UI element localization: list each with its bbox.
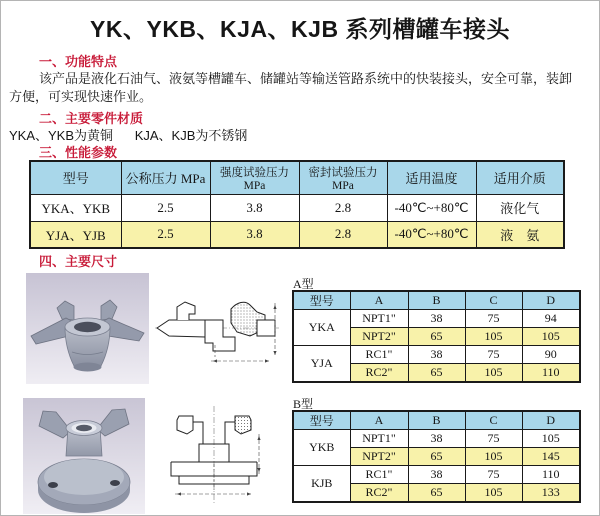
cell-thread: NPT2" [350,328,408,346]
cell-B: 38 [408,310,465,328]
dim-b-model-ykb: YKB [293,430,350,466]
cell-strength: 3.8 [210,194,299,221]
dim-a-header-D: D [522,291,580,310]
cell-model: YJA、YJB [30,221,121,248]
dim-b-row [293,466,580,484]
cell-D: 90 [522,346,580,364]
dim-a-row [293,346,580,364]
cell-nominal: 2.5 [121,194,210,221]
section-materials-heading: 二、主要零件材质 [39,111,144,126]
perf-header-temp: 适用温度 [387,161,476,194]
cell-D: 133 [522,484,580,503]
features-text-line2: 方便，可实现快速作业。 [9,89,153,104]
dimension-table-b [292,410,581,503]
section-dimensions-heading: 四、主要尺寸 [39,254,118,269]
cell-D: 105 [522,430,580,448]
cell-B: 38 [408,346,465,364]
performance-row-ykab [30,194,564,221]
dim-b-header-row [293,411,580,430]
cell-thread: NPT1" [350,310,408,328]
cell-C: 75 [465,430,522,448]
performance-table [29,160,565,249]
dim-b-header-model: 型号 [293,411,350,430]
cell-nominal: 2.5 [121,221,210,248]
cell-B: 65 [408,328,465,346]
cell-D: 105 [522,328,580,346]
performance-row-yjab [30,221,564,248]
cell-model: YKA、YKB [30,194,121,221]
cell-thread: RC2" [350,364,408,383]
dim-a-model-yja: YJA [293,346,350,383]
cell-B: 38 [408,430,465,448]
cell-D: 94 [522,310,580,328]
perf-header-nominal: 公称压力 MPa [121,161,210,194]
perf-header-medium: 适用介质 [476,161,564,194]
dim-a-header-model: 型号 [293,291,350,310]
features-text-line1: 该产品是液化石油气、液氨等槽罐车、储罐站等输送管路系统中的快装接头，安全可靠，装卸 [39,71,573,86]
cell-temp: -40℃~+80℃ [387,221,476,248]
dim-table-a-label: A型 [293,277,314,291]
dim-a-header-row [293,291,580,310]
page-title: YK、YKB、KJA、KJB 系列槽罐车接头 [90,16,510,42]
cell-D: 145 [522,448,580,466]
dimension-drawing-type-a [153,289,281,371]
dim-a-model-yka: YKA [293,310,350,346]
cell-thread: RC1" [350,466,408,484]
cell-D: 110 [522,364,580,383]
performance-header-row [30,161,564,194]
dim-a-header-C: C [465,291,522,310]
product-photo-type-b [23,398,145,514]
dim-b-model-kjb: KJB [293,466,350,503]
perf-header-model: 型号 [30,161,121,194]
cell-strength: 3.8 [210,221,299,248]
cell-seal: 2.8 [299,221,387,248]
dimension-table-a [292,290,581,383]
cell-C: 105 [465,328,522,346]
cell-D: 110 [522,466,580,484]
cell-thread: RC2" [350,484,408,503]
cell-thread: NPT2" [350,448,408,466]
cell-thread: RC1" [350,346,408,364]
dim-b-header-A: A [350,411,408,430]
perf-header-seal: 密封试验压力MPa [299,161,387,194]
dim-b-row [293,430,580,448]
section-features-heading: 一、功能特点 [39,54,118,69]
dim-a-header-A: A [350,291,408,310]
cell-B: 65 [408,448,465,466]
cell-C: 105 [465,484,522,503]
cell-C: 75 [465,346,522,364]
dim-table-b-label: B型 [293,397,314,411]
materials-text: YKA、YKB为黄铜 KJA、KJB为不锈钢 [9,128,248,143]
cell-B: 65 [408,484,465,503]
dimension-drawing-type-b [159,404,269,507]
cell-seal: 2.8 [299,194,387,221]
dim-a-row [293,310,580,328]
product-photo-type-a [26,273,149,384]
section-performance-heading: 三、性能参数 [39,145,118,160]
dim-b-header-D: D [522,411,580,430]
dim-b-header-C: C [465,411,522,430]
cell-medium: 液 氨 [476,221,564,248]
cell-B: 38 [408,466,465,484]
cell-C: 105 [465,448,522,466]
cell-C: 105 [465,364,522,383]
cell-B: 65 [408,364,465,383]
cell-temp: -40℃~+80℃ [387,194,476,221]
perf-header-strength: 强度试验压力MPa [210,161,299,194]
cell-C: 75 [465,466,522,484]
dim-a-header-B: B [408,291,465,310]
dim-b-header-B: B [408,411,465,430]
cell-C: 75 [465,310,522,328]
cell-medium: 液化气 [476,194,564,221]
cell-thread: NPT1" [350,430,408,448]
